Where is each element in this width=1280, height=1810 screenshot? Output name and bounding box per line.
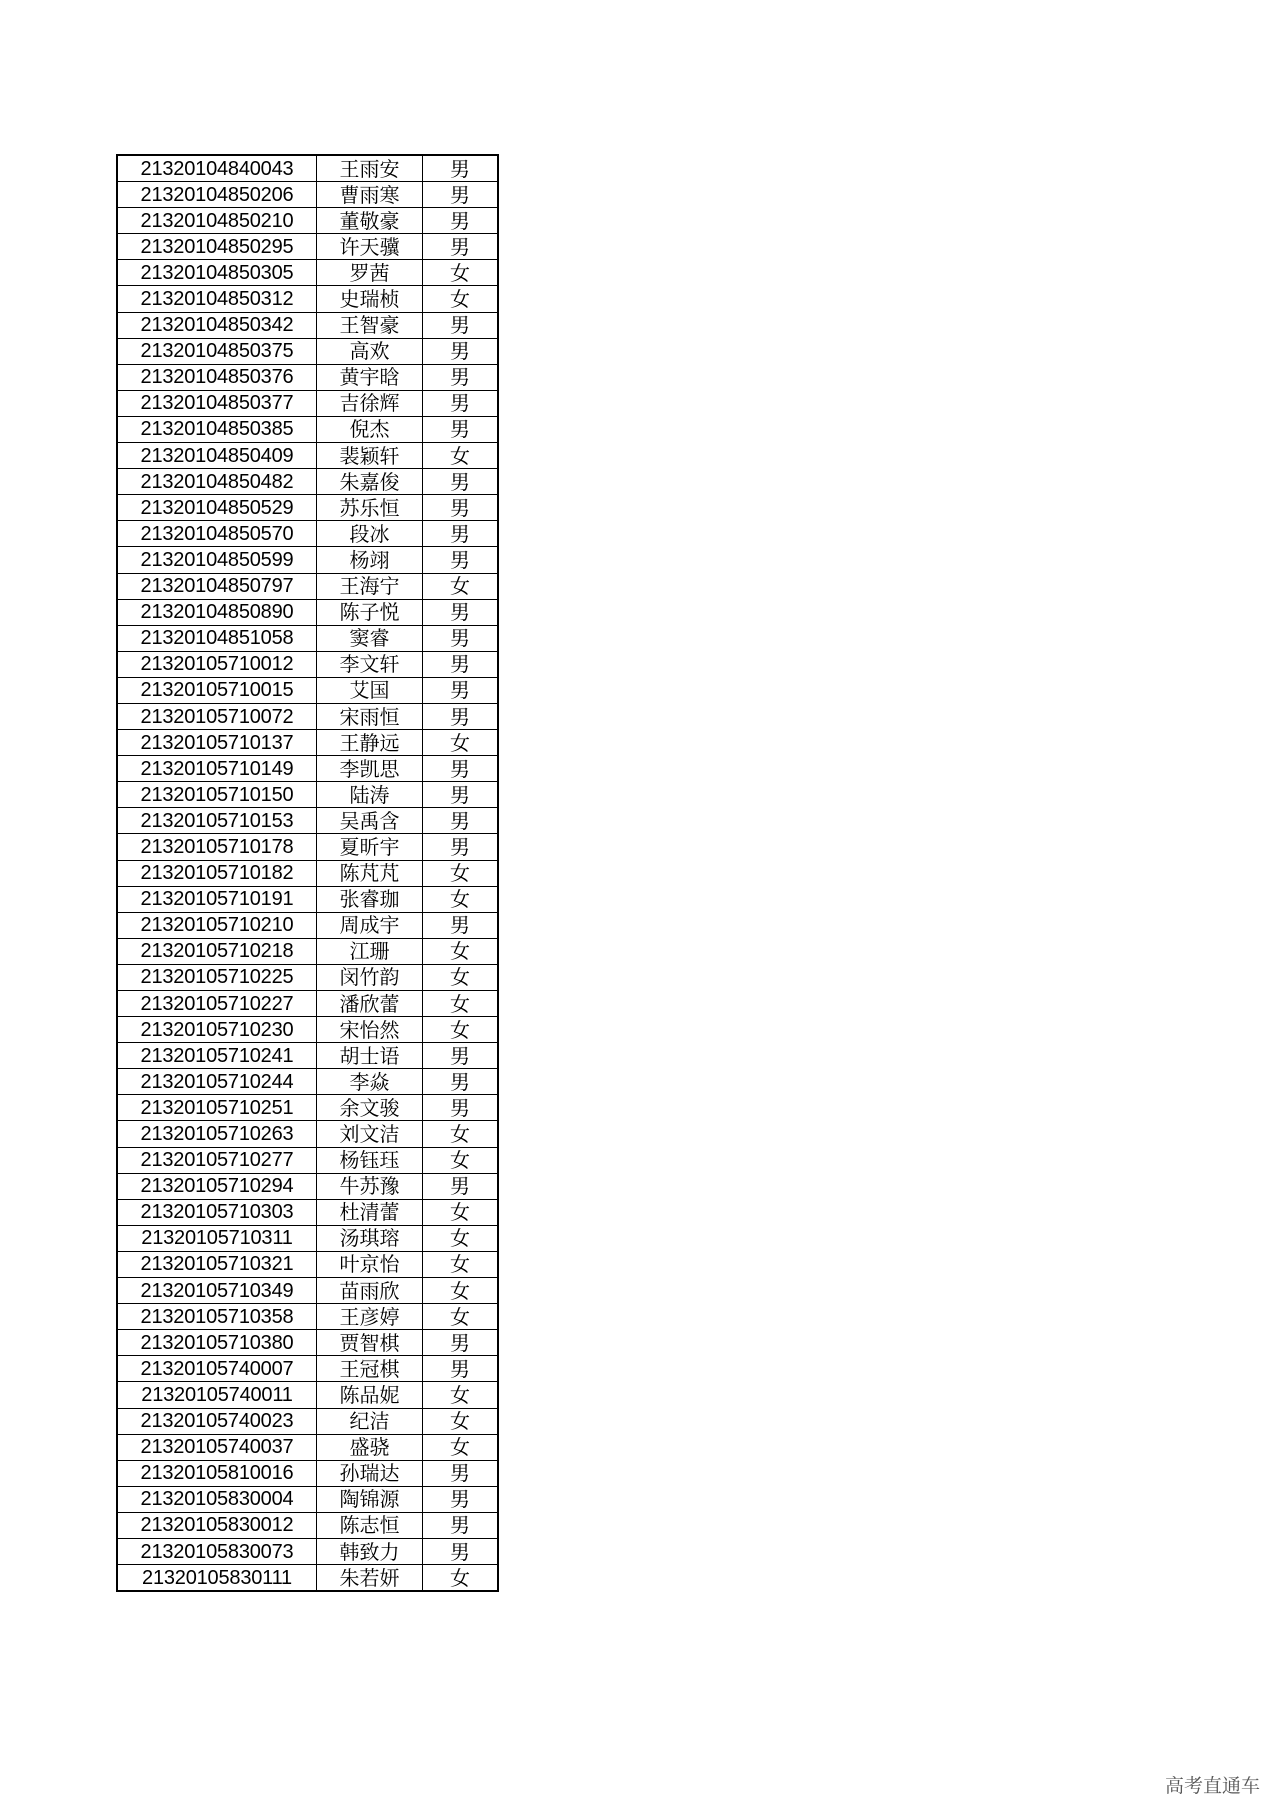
table-row bbox=[117, 1225, 498, 1251]
gender-cell: 男 bbox=[423, 703, 499, 729]
name-cell: 陆涛 bbox=[317, 782, 423, 808]
name-cell: 叶京怡 bbox=[317, 1251, 423, 1277]
exam-id-cell: 21320104850377 bbox=[117, 390, 317, 416]
table-row bbox=[117, 1017, 498, 1043]
table-row bbox=[117, 938, 498, 964]
gender-cell: 男 bbox=[423, 1330, 499, 1356]
exam-id-cell: 21320105710227 bbox=[117, 991, 317, 1017]
exam-id-cell: 21320105710230 bbox=[117, 1017, 317, 1043]
exam-id-cell: 21320105710244 bbox=[117, 1069, 317, 1095]
gender-cell: 男 bbox=[423, 756, 499, 782]
table-row bbox=[117, 651, 498, 677]
gender-cell: 女 bbox=[423, 443, 499, 469]
table-row bbox=[117, 703, 498, 729]
exam-id-cell: 21320105710149 bbox=[117, 756, 317, 782]
exam-id-cell: 21320104850305 bbox=[117, 260, 317, 286]
table-row bbox=[117, 416, 498, 442]
table-row bbox=[117, 469, 498, 495]
exam-id-cell: 21320105740007 bbox=[117, 1356, 317, 1382]
gender-cell: 男 bbox=[423, 521, 499, 547]
gender-cell: 男 bbox=[423, 1460, 499, 1486]
exam-id-cell: 21320104850482 bbox=[117, 469, 317, 495]
gender-cell: 男 bbox=[423, 1512, 499, 1538]
gender-cell: 男 bbox=[423, 912, 499, 938]
exam-id-cell: 21320105710263 bbox=[117, 1121, 317, 1147]
name-cell: 史瑞桢 bbox=[317, 286, 423, 312]
gender-cell: 男 bbox=[423, 1356, 499, 1382]
exam-id-cell: 21320105710358 bbox=[117, 1304, 317, 1330]
table-row bbox=[117, 625, 498, 651]
table-row bbox=[117, 1512, 498, 1538]
table-row bbox=[117, 234, 498, 260]
exam-id-cell: 21320104850295 bbox=[117, 234, 317, 260]
gender-cell: 男 bbox=[423, 155, 499, 182]
name-cell: 许天骥 bbox=[317, 234, 423, 260]
name-cell: 汤琪瑢 bbox=[317, 1225, 423, 1251]
name-cell: 陈芃芃 bbox=[317, 860, 423, 886]
name-cell: 杨翊 bbox=[317, 547, 423, 573]
name-cell: 余文骏 bbox=[317, 1095, 423, 1121]
table-row bbox=[117, 338, 498, 364]
gender-cell: 女 bbox=[423, 991, 499, 1017]
exam-id-cell: 21320105710150 bbox=[117, 782, 317, 808]
table-row bbox=[117, 1304, 498, 1330]
gender-cell: 女 bbox=[423, 1225, 499, 1251]
gender-cell: 女 bbox=[423, 260, 499, 286]
table-row bbox=[117, 964, 498, 990]
table-row bbox=[117, 1121, 498, 1147]
name-cell: 刘文洁 bbox=[317, 1121, 423, 1147]
name-cell: 王智豪 bbox=[317, 312, 423, 338]
name-cell: 李焱 bbox=[317, 1069, 423, 1095]
gender-cell: 男 bbox=[423, 1043, 499, 1069]
gender-cell: 女 bbox=[423, 1304, 499, 1330]
name-cell: 吉徐辉 bbox=[317, 390, 423, 416]
table-row bbox=[117, 260, 498, 286]
name-cell: 韩致力 bbox=[317, 1538, 423, 1564]
gender-cell: 男 bbox=[423, 1486, 499, 1512]
table-row bbox=[117, 730, 498, 756]
gender-cell: 女 bbox=[423, 1278, 499, 1304]
exam-id-cell: 21320105710277 bbox=[117, 1147, 317, 1173]
name-cell: 孙瑞达 bbox=[317, 1460, 423, 1486]
name-cell: 陈子悦 bbox=[317, 599, 423, 625]
exam-id-cell: 21320105710303 bbox=[117, 1199, 317, 1225]
gender-cell: 男 bbox=[423, 495, 499, 521]
exam-id-cell: 21320105830111 bbox=[117, 1565, 317, 1592]
name-cell: 陶锦源 bbox=[317, 1486, 423, 1512]
table-row bbox=[117, 155, 498, 182]
name-cell: 艾国 bbox=[317, 677, 423, 703]
exam-id-cell: 21320105710191 bbox=[117, 886, 317, 912]
gender-cell: 男 bbox=[423, 312, 499, 338]
exam-id-cell: 21320104850312 bbox=[117, 286, 317, 312]
table-row bbox=[117, 834, 498, 860]
name-cell: 曹雨寒 bbox=[317, 182, 423, 208]
table-row bbox=[117, 677, 498, 703]
name-cell: 闵竹韵 bbox=[317, 964, 423, 990]
name-cell: 吴禹含 bbox=[317, 808, 423, 834]
exam-id-cell: 21320105710012 bbox=[117, 651, 317, 677]
exam-id-cell: 21320104850529 bbox=[117, 495, 317, 521]
name-cell: 王冠棋 bbox=[317, 1356, 423, 1382]
name-cell: 王雨安 bbox=[317, 155, 423, 182]
table-row bbox=[117, 1434, 498, 1460]
table-row bbox=[117, 1043, 498, 1069]
exam-id-cell: 21320105810016 bbox=[117, 1460, 317, 1486]
name-cell: 宋雨恒 bbox=[317, 703, 423, 729]
table-row bbox=[117, 208, 498, 234]
name-cell: 胡士语 bbox=[317, 1043, 423, 1069]
table-row bbox=[117, 1565, 498, 1592]
name-cell: 董敬豪 bbox=[317, 208, 423, 234]
exam-id-cell: 21320104850206 bbox=[117, 182, 317, 208]
name-cell: 潘欣蕾 bbox=[317, 991, 423, 1017]
exam-id-cell: 21320104850570 bbox=[117, 521, 317, 547]
exam-id-cell: 21320104850342 bbox=[117, 312, 317, 338]
table-row bbox=[117, 1199, 498, 1225]
gender-cell: 男 bbox=[423, 469, 499, 495]
exam-id-cell: 21320105740011 bbox=[117, 1382, 317, 1408]
exam-id-cell: 21320105710210 bbox=[117, 912, 317, 938]
table-row bbox=[117, 547, 498, 573]
table-row bbox=[117, 599, 498, 625]
table-row bbox=[117, 912, 498, 938]
table-row bbox=[117, 182, 498, 208]
table-row bbox=[117, 1147, 498, 1173]
gender-cell: 女 bbox=[423, 1565, 499, 1592]
student-table-body bbox=[117, 155, 498, 1591]
name-cell: 苏乐恒 bbox=[317, 495, 423, 521]
exam-id-cell: 21320104850376 bbox=[117, 364, 317, 390]
gender-cell: 女 bbox=[423, 1408, 499, 1434]
exam-id-cell: 21320105710153 bbox=[117, 808, 317, 834]
name-cell: 王彦婷 bbox=[317, 1304, 423, 1330]
gender-cell: 男 bbox=[423, 416, 499, 442]
gender-cell: 男 bbox=[423, 234, 499, 260]
exam-id-cell: 21320105710321 bbox=[117, 1251, 317, 1277]
gender-cell: 女 bbox=[423, 1147, 499, 1173]
table-row bbox=[117, 1069, 498, 1095]
name-cell: 贾智棋 bbox=[317, 1330, 423, 1356]
name-cell: 杜清蕾 bbox=[317, 1199, 423, 1225]
gender-cell: 女 bbox=[423, 1017, 499, 1043]
name-cell: 王静远 bbox=[317, 730, 423, 756]
name-cell: 夏昕宇 bbox=[317, 834, 423, 860]
name-cell: 倪杰 bbox=[317, 416, 423, 442]
gender-cell: 女 bbox=[423, 938, 499, 964]
table-row bbox=[117, 1330, 498, 1356]
name-cell: 周成宇 bbox=[317, 912, 423, 938]
name-cell: 纪洁 bbox=[317, 1408, 423, 1434]
gender-cell: 男 bbox=[423, 677, 499, 703]
table-row bbox=[117, 756, 498, 782]
name-cell: 李凯思 bbox=[317, 756, 423, 782]
exam-id-cell: 21320104840043 bbox=[117, 155, 317, 182]
table-row bbox=[117, 1460, 498, 1486]
exam-id-cell: 21320104850890 bbox=[117, 599, 317, 625]
table-row bbox=[117, 1278, 498, 1304]
table-row bbox=[117, 1486, 498, 1512]
name-cell: 裴颖轩 bbox=[317, 443, 423, 469]
name-cell: 宋怡然 bbox=[317, 1017, 423, 1043]
name-cell: 段冰 bbox=[317, 521, 423, 547]
name-cell: 王海宁 bbox=[317, 573, 423, 599]
exam-id-cell: 21320105830012 bbox=[117, 1512, 317, 1538]
table-row bbox=[117, 782, 498, 808]
gender-cell: 男 bbox=[423, 208, 499, 234]
gender-cell: 男 bbox=[423, 1069, 499, 1095]
name-cell: 杨钰珏 bbox=[317, 1147, 423, 1173]
exam-id-cell: 21320104851058 bbox=[117, 625, 317, 651]
table-row bbox=[117, 860, 498, 886]
gender-cell: 女 bbox=[423, 286, 499, 312]
name-cell: 朱嘉俊 bbox=[317, 469, 423, 495]
name-cell: 黄宇晗 bbox=[317, 364, 423, 390]
exam-id-cell: 21320104850375 bbox=[117, 338, 317, 364]
name-cell: 张睿珈 bbox=[317, 886, 423, 912]
gender-cell: 男 bbox=[423, 547, 499, 573]
exam-id-cell: 21320104850210 bbox=[117, 208, 317, 234]
name-cell: 江珊 bbox=[317, 938, 423, 964]
exam-id-cell: 21320105740037 bbox=[117, 1434, 317, 1460]
exam-id-cell: 21320105710251 bbox=[117, 1095, 317, 1121]
exam-id-cell: 21320105710380 bbox=[117, 1330, 317, 1356]
gender-cell: 女 bbox=[423, 1199, 499, 1225]
exam-id-cell: 21320105710178 bbox=[117, 834, 317, 860]
name-cell: 盛骁 bbox=[317, 1434, 423, 1460]
gender-cell: 女 bbox=[423, 886, 499, 912]
gender-cell: 女 bbox=[423, 730, 499, 756]
table-row bbox=[117, 573, 498, 599]
gender-cell: 女 bbox=[423, 964, 499, 990]
table-row bbox=[117, 1538, 498, 1564]
table-row bbox=[117, 390, 498, 416]
gender-cell: 男 bbox=[423, 808, 499, 834]
gender-cell: 男 bbox=[423, 1173, 499, 1199]
exam-id-cell: 21320105710182 bbox=[117, 860, 317, 886]
table-row bbox=[117, 286, 498, 312]
exam-id-cell: 21320105710241 bbox=[117, 1043, 317, 1069]
gender-cell: 男 bbox=[423, 599, 499, 625]
exam-id-cell: 21320105710225 bbox=[117, 964, 317, 990]
gender-cell: 女 bbox=[423, 1251, 499, 1277]
name-cell: 李文轩 bbox=[317, 651, 423, 677]
gender-cell: 男 bbox=[423, 651, 499, 677]
table-row bbox=[117, 443, 498, 469]
watermark: 高考直通车 bbox=[1164, 1775, 1260, 1797]
exam-id-cell: 21320105830004 bbox=[117, 1486, 317, 1512]
name-cell: 高欢 bbox=[317, 338, 423, 364]
gender-cell: 女 bbox=[423, 573, 499, 599]
gender-cell: 男 bbox=[423, 1538, 499, 1564]
name-cell: 窦睿 bbox=[317, 625, 423, 651]
gender-cell: 女 bbox=[423, 1382, 499, 1408]
exam-id-cell: 21320105710072 bbox=[117, 703, 317, 729]
table-row bbox=[117, 1408, 498, 1434]
table-row bbox=[117, 1173, 498, 1199]
name-cell: 苗雨欣 bbox=[317, 1278, 423, 1304]
gender-cell: 女 bbox=[423, 1121, 499, 1147]
exam-id-cell: 21320105710294 bbox=[117, 1173, 317, 1199]
table-row bbox=[117, 1095, 498, 1121]
gender-cell: 男 bbox=[423, 625, 499, 651]
table-row bbox=[117, 1251, 498, 1277]
table-row bbox=[117, 886, 498, 912]
gender-cell: 男 bbox=[423, 1095, 499, 1121]
exam-id-cell: 21320105710349 bbox=[117, 1278, 317, 1304]
name-cell: 罗茜 bbox=[317, 260, 423, 286]
table-row bbox=[117, 312, 498, 338]
table-row bbox=[117, 1382, 498, 1408]
exam-id-cell: 21320104850599 bbox=[117, 547, 317, 573]
gender-cell: 女 bbox=[423, 1434, 499, 1460]
gender-cell: 男 bbox=[423, 834, 499, 860]
table-row bbox=[117, 1356, 498, 1382]
table-row bbox=[117, 521, 498, 547]
name-cell: 牛苏豫 bbox=[317, 1173, 423, 1199]
exam-id-cell: 21320105830073 bbox=[117, 1538, 317, 1564]
name-cell: 陈志恒 bbox=[317, 1512, 423, 1538]
gender-cell: 男 bbox=[423, 338, 499, 364]
name-cell: 朱若妍 bbox=[317, 1565, 423, 1592]
exam-id-cell: 21320105710137 bbox=[117, 730, 317, 756]
name-cell: 陈品妮 bbox=[317, 1382, 423, 1408]
exam-id-cell: 21320105710218 bbox=[117, 938, 317, 964]
gender-cell: 男 bbox=[423, 182, 499, 208]
exam-id-cell: 21320104850385 bbox=[117, 416, 317, 442]
gender-cell: 女 bbox=[423, 860, 499, 886]
table-row bbox=[117, 991, 498, 1017]
table-row bbox=[117, 364, 498, 390]
gender-cell: 男 bbox=[423, 364, 499, 390]
gender-cell: 男 bbox=[423, 782, 499, 808]
table-row bbox=[117, 808, 498, 834]
exam-id-cell: 21320104850409 bbox=[117, 443, 317, 469]
exam-id-cell: 21320105740023 bbox=[117, 1408, 317, 1434]
exam-id-cell: 21320105710015 bbox=[117, 677, 317, 703]
exam-id-cell: 21320105710311 bbox=[117, 1225, 317, 1251]
student-table bbox=[116, 154, 499, 1592]
exam-id-cell: 21320104850797 bbox=[117, 573, 317, 599]
gender-cell: 男 bbox=[423, 390, 499, 416]
table-row bbox=[117, 495, 498, 521]
